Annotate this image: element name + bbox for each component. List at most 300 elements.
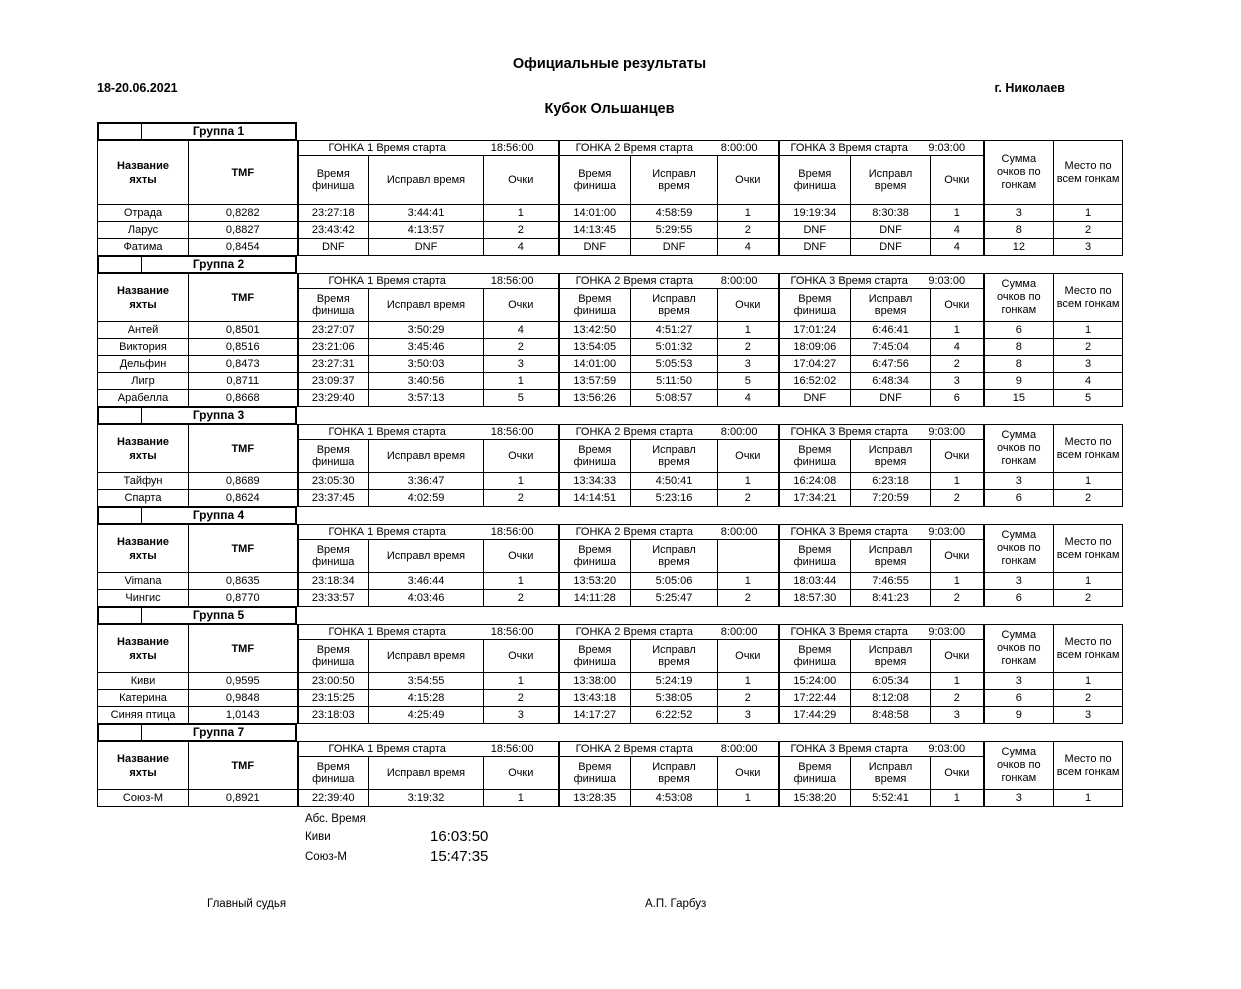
corrected-time-cell: 4:13:57 bbox=[369, 222, 484, 239]
yacht-name-header: Название яхты bbox=[98, 525, 189, 573]
finish-time-header: Время финиша bbox=[779, 540, 851, 573]
sum-points-cell: 3 bbox=[984, 790, 1054, 807]
corrected-time-cell: 5:01:32 bbox=[631, 339, 718, 356]
yacht-name-header: Название яхты bbox=[98, 141, 189, 205]
points-cell: 5 bbox=[718, 373, 779, 390]
corrected-time-cell: 5:52:41 bbox=[851, 790, 931, 807]
finish-time-cell: 14:17:27 bbox=[559, 707, 631, 724]
corrected-time-header: Исправл время bbox=[631, 540, 718, 573]
tmf-cell: 0,9595 bbox=[189, 673, 298, 690]
finish-time-header: Время финиша bbox=[779, 156, 851, 205]
corrected-time-cell: 5:11:50 bbox=[631, 373, 718, 390]
yacht-name-cell: Фатима bbox=[98, 239, 189, 256]
points-cell: 4 bbox=[718, 390, 779, 407]
tmf-cell: 0,8689 bbox=[189, 473, 298, 490]
finish-time-header: Время финиша bbox=[298, 289, 369, 322]
points-header: Очки bbox=[718, 640, 779, 673]
overall-place-header: Место по всем гонкам bbox=[1054, 274, 1123, 322]
sum-points-cell: 8 bbox=[984, 356, 1054, 373]
corrected-time-cell: 3:44:41 bbox=[369, 205, 484, 222]
points-header: Очки bbox=[718, 289, 779, 322]
race-title: ГОНКА 2 Время старта bbox=[575, 142, 693, 154]
corrected-time-cell: 4:15:28 bbox=[369, 690, 484, 707]
corrected-time-header: Исправл время bbox=[631, 156, 718, 205]
group-label: Группа 1 bbox=[192, 124, 245, 138]
yacht-name-cell: Арабелла bbox=[98, 390, 189, 407]
race-header bbox=[298, 425, 559, 440]
race-header bbox=[779, 525, 984, 540]
place-cell: 3 bbox=[1054, 239, 1123, 256]
finish-time-header: Время финиша bbox=[298, 440, 369, 473]
sum-points-header: Сумма очков по гонкам bbox=[984, 141, 1054, 205]
finish-time-header: Время финиша bbox=[559, 540, 631, 573]
corrected-time-cell: 3:19:32 bbox=[369, 790, 484, 807]
finish-time-cell: 23:43:42 bbox=[298, 222, 369, 239]
finish-time-cell: 15:38:20 bbox=[779, 790, 851, 807]
points-cell: 1 bbox=[484, 573, 559, 590]
group-label: Группа 7 bbox=[192, 725, 245, 739]
group-label-spacer bbox=[99, 725, 142, 740]
tmf-cell: 0,8473 bbox=[189, 356, 298, 373]
corrected-time-header: Исправл время bbox=[631, 757, 718, 790]
race-title: ГОНКА 1 Время старта bbox=[328, 626, 446, 638]
abs-yacht-name: Киви bbox=[305, 831, 331, 843]
sum-points-cell: 3 bbox=[984, 473, 1054, 490]
finish-time-cell: DNF bbox=[779, 390, 851, 407]
corrected-time-cell: 7:45:04 bbox=[851, 339, 931, 356]
corrected-time-cell: 6:48:34 bbox=[851, 373, 931, 390]
results-table bbox=[97, 424, 1123, 507]
corrected-time-header: Исправл время bbox=[851, 757, 931, 790]
finish-time-cell: 17:01:24 bbox=[779, 322, 851, 339]
points-cell: 2 bbox=[718, 690, 779, 707]
yacht-name-header: Название яхты bbox=[98, 425, 189, 473]
sum-points-header: Сумма очков по гонкам bbox=[984, 425, 1054, 473]
group-label: Группа 5 bbox=[192, 608, 245, 622]
finish-time-cell: 13:38:00 bbox=[559, 673, 631, 690]
finish-time-cell: 17:22:44 bbox=[779, 690, 851, 707]
points-cell: 1 bbox=[931, 205, 984, 222]
finish-time-cell: 13:57:59 bbox=[559, 373, 631, 390]
points-cell: 2 bbox=[484, 339, 559, 356]
corrected-time-header: Исправл время bbox=[369, 640, 484, 673]
tmf-cell: 0,8921 bbox=[189, 790, 298, 807]
race-header bbox=[298, 525, 559, 540]
corrected-time-cell: 5:08:57 bbox=[631, 390, 718, 407]
corrected-time-header: Исправл время bbox=[851, 289, 931, 322]
sum-points-cell: 3 bbox=[984, 673, 1054, 690]
tmf-cell: 0,8711 bbox=[189, 373, 298, 390]
yacht-name-cell: Чингис bbox=[98, 590, 189, 607]
corrected-time-cell: 4:50:41 bbox=[631, 473, 718, 490]
points-cell: 2 bbox=[931, 490, 984, 507]
points-cell: 1 bbox=[931, 573, 984, 590]
tmf-cell: 0,9848 bbox=[189, 690, 298, 707]
group-block bbox=[97, 606, 1122, 724]
corrected-time-header: Исправл время bbox=[851, 440, 931, 473]
race-start-time: 8:00:00 bbox=[720, 626, 758, 638]
corrected-time-header: Исправл время bbox=[369, 289, 484, 322]
group-label-spacer bbox=[99, 124, 142, 139]
place-cell: 1 bbox=[1054, 790, 1123, 807]
points-cell: 4 bbox=[484, 322, 559, 339]
table-row bbox=[98, 673, 1123, 690]
yacht-name-header: Название яхты bbox=[98, 625, 189, 673]
finish-time-cell: 23:29:40 bbox=[298, 390, 369, 407]
finish-time-cell: 13:42:50 bbox=[559, 322, 631, 339]
tmf-header: TMF bbox=[189, 274, 298, 322]
table-row bbox=[98, 322, 1123, 339]
corrected-time-cell: 7:20:59 bbox=[851, 490, 931, 507]
points-cell: 1 bbox=[484, 373, 559, 390]
race-header bbox=[559, 141, 779, 156]
table-row bbox=[98, 222, 1123, 239]
points-cell: 2 bbox=[931, 690, 984, 707]
corrected-time-header: Исправл время bbox=[369, 540, 484, 573]
finish-time-header: Время финиша bbox=[779, 440, 851, 473]
finish-time-cell: 17:04:27 bbox=[779, 356, 851, 373]
place-cell: 3 bbox=[1054, 707, 1123, 724]
points-cell: 2 bbox=[484, 590, 559, 607]
race-start-time: 9:03:00 bbox=[928, 426, 966, 438]
race-title: ГОНКА 2 Время старта bbox=[575, 526, 693, 538]
corrected-time-header: Исправл время bbox=[851, 540, 931, 573]
corrected-time-cell: 5:24:19 bbox=[631, 673, 718, 690]
points-cell: 1 bbox=[931, 673, 984, 690]
finish-time-cell: 17:44:29 bbox=[779, 707, 851, 724]
abs-time-value: 15:47:35 bbox=[430, 848, 489, 866]
points-cell: 1 bbox=[718, 205, 779, 222]
finish-time-cell: 17:34:21 bbox=[779, 490, 851, 507]
points-header: Очки bbox=[931, 156, 984, 205]
race-header bbox=[298, 742, 559, 757]
yacht-name-cell: Тайфун bbox=[98, 473, 189, 490]
race-start-time: 8:00:00 bbox=[720, 275, 758, 287]
race-header bbox=[559, 425, 779, 440]
group-label-row bbox=[97, 506, 297, 525]
corrected-time-cell: 3:50:29 bbox=[369, 322, 484, 339]
race-title: ГОНКА 1 Время старта bbox=[328, 275, 446, 287]
competition-title: Кубок Ольшанцев bbox=[544, 101, 675, 117]
place-cell: 1 bbox=[1054, 473, 1123, 490]
finish-time-cell: 23:27:31 bbox=[298, 356, 369, 373]
corrected-time-cell: 8:30:38 bbox=[851, 205, 931, 222]
finish-time-header: Время финиша bbox=[559, 640, 631, 673]
finish-time-cell: 18:57:30 bbox=[779, 590, 851, 607]
tmf-cell: 0,8770 bbox=[189, 590, 298, 607]
finish-time-header: Время финиша bbox=[559, 156, 631, 205]
tmf-header: TMF bbox=[189, 625, 298, 673]
points-header: Очки bbox=[484, 540, 559, 573]
place-cell: 2 bbox=[1054, 590, 1123, 607]
results-table bbox=[97, 524, 1123, 607]
page-title: Официальные результаты bbox=[512, 56, 707, 72]
points-header: Очки bbox=[931, 440, 984, 473]
judge-name: А.П. Гарбуз bbox=[645, 898, 707, 911]
points-header: Очки bbox=[931, 540, 984, 573]
corrected-time-cell: DNF bbox=[851, 239, 931, 256]
corrected-time-header: Исправл время bbox=[851, 156, 931, 205]
finish-time-cell: 13:28:35 bbox=[559, 790, 631, 807]
sum-points-cell: 12 bbox=[984, 239, 1054, 256]
points-cell: 1 bbox=[718, 322, 779, 339]
corrected-time-cell: 3:45:46 bbox=[369, 339, 484, 356]
race-start-time: 9:03:00 bbox=[928, 142, 966, 154]
tmf-header: TMF bbox=[189, 141, 298, 205]
group-block bbox=[97, 406, 1122, 507]
race-start-time: 18:56:00 bbox=[490, 275, 534, 287]
group-label: Группа 4 bbox=[192, 508, 245, 522]
race-header bbox=[298, 274, 559, 289]
yacht-name-cell: Союз-М bbox=[98, 790, 189, 807]
corrected-time-cell: 6:46:41 bbox=[851, 322, 931, 339]
points-cell: 4 bbox=[484, 239, 559, 256]
points-cell: 2 bbox=[484, 490, 559, 507]
yacht-name-cell: Синяя птица bbox=[98, 707, 189, 724]
corrected-time-cell: 3:57:13 bbox=[369, 390, 484, 407]
sum-points-cell: 6 bbox=[984, 490, 1054, 507]
corrected-time-cell: 4:51:27 bbox=[631, 322, 718, 339]
group-block bbox=[97, 723, 1122, 807]
table-row bbox=[98, 590, 1123, 607]
race-header bbox=[779, 625, 984, 640]
race-start-time: 9:03:00 bbox=[928, 526, 966, 538]
finish-time-cell: 14:14:51 bbox=[559, 490, 631, 507]
tmf-header: TMF bbox=[189, 742, 298, 790]
overall-place-header: Место по всем гонкам bbox=[1054, 742, 1123, 790]
corrected-time-cell: 8:12:08 bbox=[851, 690, 931, 707]
corrected-time-cell: DNF bbox=[851, 390, 931, 407]
abs-time-value: 16:03:50 bbox=[430, 828, 489, 845]
corrected-time-cell: 4:25:49 bbox=[369, 707, 484, 724]
race-start-time: 9:03:00 bbox=[928, 275, 966, 287]
points-cell: 1 bbox=[718, 790, 779, 807]
yacht-name-cell: Катерина bbox=[98, 690, 189, 707]
points-cell: 5 bbox=[484, 390, 559, 407]
points-cell: 3 bbox=[484, 356, 559, 373]
race-header bbox=[779, 274, 984, 289]
place-cell: 2 bbox=[1054, 690, 1123, 707]
points-header: Очки bbox=[484, 289, 559, 322]
group-label-row bbox=[97, 406, 297, 425]
table-row bbox=[98, 356, 1123, 373]
race-title: ГОНКА 3 Время старта bbox=[790, 626, 908, 638]
race-title: ГОНКА 3 Время старта bbox=[790, 426, 908, 438]
judge-row bbox=[97, 897, 1122, 911]
sum-points-cell: 6 bbox=[984, 590, 1054, 607]
race-header bbox=[779, 141, 984, 156]
finish-time-cell: 14:01:00 bbox=[559, 356, 631, 373]
finish-time-cell: DNF bbox=[779, 222, 851, 239]
finish-time-cell: 13:43:18 bbox=[559, 690, 631, 707]
finish-time-cell: 18:09:06 bbox=[779, 339, 851, 356]
finish-time-cell: 14:01:00 bbox=[559, 205, 631, 222]
finish-time-cell: DNF bbox=[559, 239, 631, 256]
finish-time-cell: 13:54:05 bbox=[559, 339, 631, 356]
race-start-time: 8:00:00 bbox=[720, 142, 758, 154]
groups-container bbox=[97, 122, 1122, 807]
abs-time-entry bbox=[305, 827, 1122, 847]
points-cell: 2 bbox=[718, 222, 779, 239]
points-header: Очки bbox=[484, 156, 559, 205]
points-cell: 2 bbox=[931, 356, 984, 373]
finish-time-cell: 14:11:28 bbox=[559, 590, 631, 607]
group-label-row bbox=[97, 606, 297, 625]
finish-time-cell: 13:53:20 bbox=[559, 573, 631, 590]
place-cell: 4 bbox=[1054, 373, 1123, 390]
table-row bbox=[98, 573, 1123, 590]
finish-time-header: Время финиша bbox=[559, 289, 631, 322]
points-header: Очки bbox=[931, 757, 984, 790]
corrected-time-cell: 5:05:06 bbox=[631, 573, 718, 590]
finish-time-cell: 23:27:07 bbox=[298, 322, 369, 339]
group-label-row bbox=[97, 255, 297, 274]
sum-points-cell: 6 bbox=[984, 322, 1054, 339]
abs-yacht-name: Союз-М bbox=[305, 851, 348, 864]
sum-points-cell: 6 bbox=[984, 690, 1054, 707]
table-row bbox=[98, 490, 1123, 507]
corrected-time-cell: 5:38:05 bbox=[631, 690, 718, 707]
race-header bbox=[298, 141, 559, 156]
points-cell: 1 bbox=[484, 473, 559, 490]
points-cell: 1 bbox=[931, 322, 984, 339]
table-row bbox=[98, 339, 1123, 356]
race-header bbox=[298, 625, 559, 640]
corrected-time-cell: 4:58:59 bbox=[631, 205, 718, 222]
table-row bbox=[98, 390, 1123, 407]
race-title: ГОНКА 2 Время старта bbox=[575, 626, 693, 638]
race-header bbox=[559, 525, 779, 540]
finish-time-header: Время финиша bbox=[559, 440, 631, 473]
finish-time-cell: 19:19:34 bbox=[779, 205, 851, 222]
finish-time-cell: 23:18:34 bbox=[298, 573, 369, 590]
finish-time-cell: 22:39:40 bbox=[298, 790, 369, 807]
finish-time-header: Время финиша bbox=[298, 156, 369, 205]
corrected-time-cell: 4:03:46 bbox=[369, 590, 484, 607]
points-header bbox=[718, 540, 779, 573]
finish-time-cell: 15:24:00 bbox=[779, 673, 851, 690]
points-cell: 1 bbox=[484, 205, 559, 222]
header-row bbox=[98, 274, 1123, 289]
group-label-spacer bbox=[99, 608, 142, 623]
points-cell: 4 bbox=[718, 239, 779, 256]
yacht-name-cell: Виктория bbox=[98, 339, 189, 356]
overall-place-header: Место по всем гонкам bbox=[1054, 425, 1123, 473]
corrected-time-cell: 7:46:55 bbox=[851, 573, 931, 590]
place-cell: 2 bbox=[1054, 339, 1123, 356]
table-row bbox=[98, 690, 1123, 707]
race-start-time: 9:03:00 bbox=[928, 743, 966, 755]
place-cell: 2 bbox=[1054, 490, 1123, 507]
race-title: ГОНКА 3 Время старта bbox=[790, 142, 908, 154]
race-title: ГОНКА 3 Время старта bbox=[790, 275, 908, 287]
tmf-cell: 0,8827 bbox=[189, 222, 298, 239]
race-title: ГОНКА 1 Время старта bbox=[328, 743, 446, 755]
points-header: Очки bbox=[484, 757, 559, 790]
corrected-time-cell: 3:36:47 bbox=[369, 473, 484, 490]
table-row bbox=[98, 373, 1123, 390]
yacht-name-cell: Антей bbox=[98, 322, 189, 339]
race-start-time: 18:56:00 bbox=[490, 426, 534, 438]
tmf-cell: 0,8668 bbox=[189, 390, 298, 407]
tmf-cell: 1,0143 bbox=[189, 707, 298, 724]
points-cell: 1 bbox=[718, 673, 779, 690]
points-cell: 3 bbox=[931, 373, 984, 390]
header-row bbox=[98, 425, 1123, 440]
yacht-name-cell: Ларус bbox=[98, 222, 189, 239]
group-label: Группа 2 bbox=[192, 257, 245, 271]
finish-time-cell: 23:33:57 bbox=[298, 590, 369, 607]
points-cell: 3 bbox=[718, 356, 779, 373]
finish-time-cell: 23:09:37 bbox=[298, 373, 369, 390]
race-title: ГОНКА 2 Время старта bbox=[575, 275, 693, 287]
finish-time-header: Время финиша bbox=[298, 640, 369, 673]
points-header: Очки bbox=[931, 640, 984, 673]
table-row bbox=[98, 239, 1123, 256]
corrected-time-header: Исправл время bbox=[851, 640, 931, 673]
points-cell: 6 bbox=[931, 390, 984, 407]
place-cell: 5 bbox=[1054, 390, 1123, 407]
finish-time-cell: DNF bbox=[779, 239, 851, 256]
results-table bbox=[97, 741, 1123, 807]
abs-time-label: Абс. Время bbox=[305, 813, 366, 825]
tmf-cell: 0,8454 bbox=[189, 239, 298, 256]
finish-time-cell: 23:27:18 bbox=[298, 205, 369, 222]
corrected-time-cell: 5:05:53 bbox=[631, 356, 718, 373]
sum-points-header: Сумма очков по гонкам bbox=[984, 274, 1054, 322]
race-start-time: 18:56:00 bbox=[490, 743, 534, 755]
header-row bbox=[98, 625, 1123, 640]
sum-points-cell: 3 bbox=[984, 205, 1054, 222]
corrected-time-header: Исправл время bbox=[369, 757, 484, 790]
race-title: ГОНКА 1 Время старта bbox=[328, 426, 446, 438]
corrected-time-cell: 6:47:56 bbox=[851, 356, 931, 373]
header-row bbox=[98, 525, 1123, 540]
judge-label: Главный судья bbox=[207, 898, 287, 911]
points-cell: 1 bbox=[718, 473, 779, 490]
results-table bbox=[97, 140, 1123, 256]
corrected-time-cell: 4:02:59 bbox=[369, 490, 484, 507]
race-start-time: 9:03:00 bbox=[928, 626, 966, 638]
finish-time-cell: 16:24:08 bbox=[779, 473, 851, 490]
corrected-time-cell: 6:05:34 bbox=[851, 673, 931, 690]
points-cell: 1 bbox=[718, 573, 779, 590]
corrected-time-cell: 3:46:44 bbox=[369, 573, 484, 590]
tmf-cell: 0,8282 bbox=[189, 205, 298, 222]
race-title: ГОНКА 2 Время старта bbox=[575, 426, 693, 438]
abs-time-section bbox=[305, 812, 1122, 867]
points-cell: 2 bbox=[718, 339, 779, 356]
points-cell: 2 bbox=[718, 590, 779, 607]
tmf-cell: 0,8635 bbox=[189, 573, 298, 590]
finish-time-cell: 23:21:06 bbox=[298, 339, 369, 356]
corrected-time-cell: DNF bbox=[631, 239, 718, 256]
points-cell: 1 bbox=[484, 673, 559, 690]
race-start-time: 8:00:00 bbox=[720, 743, 758, 755]
corrected-time-cell: 4:53:08 bbox=[631, 790, 718, 807]
points-cell: 4 bbox=[931, 339, 984, 356]
race-header bbox=[559, 625, 779, 640]
sum-points-cell: 8 bbox=[984, 222, 1054, 239]
finish-time-cell: 23:05:30 bbox=[298, 473, 369, 490]
corrected-time-cell: 8:41:23 bbox=[851, 590, 931, 607]
tmf-cell: 0,8516 bbox=[189, 339, 298, 356]
group-block bbox=[97, 122, 1122, 256]
race-title: ГОНКА 3 Время старта bbox=[790, 526, 908, 538]
sum-points-cell: 9 bbox=[984, 707, 1054, 724]
group-block bbox=[97, 506, 1122, 607]
points-header: Очки bbox=[718, 156, 779, 205]
